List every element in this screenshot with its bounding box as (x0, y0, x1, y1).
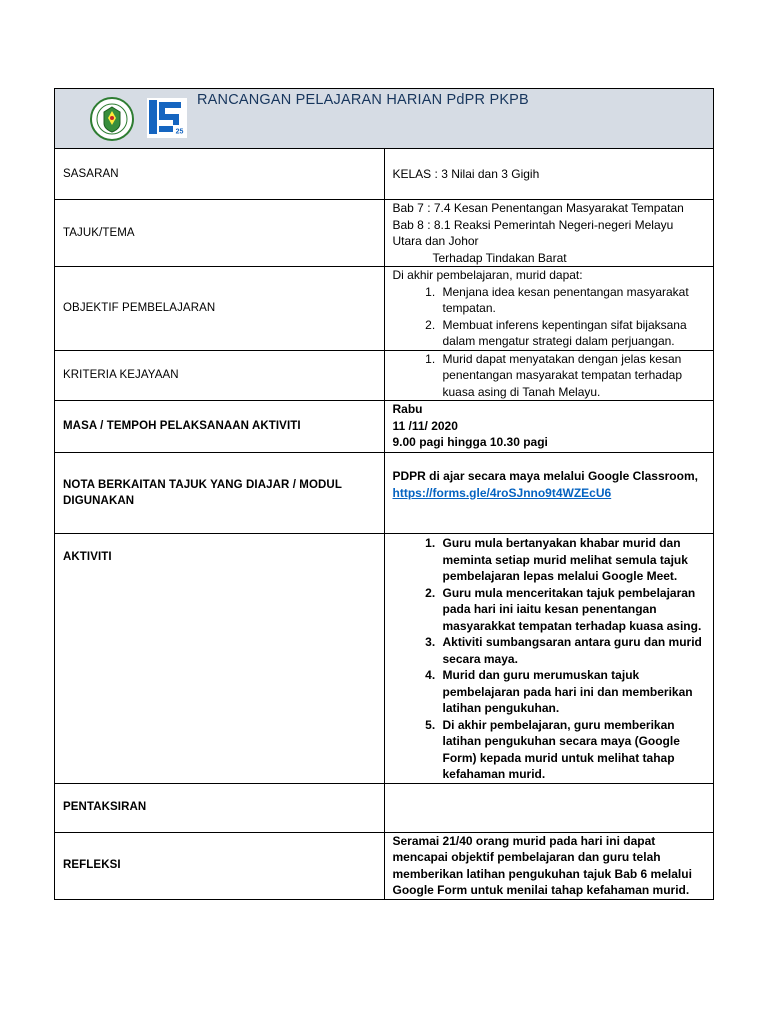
tajuk-value (384, 200, 714, 267)
lesson-plan-table (54, 88, 714, 900)
row-aktiviti (55, 534, 714, 784)
refleksi-value: Seramai 21/40 orang murid pada hari ini dapat mencapai objektif pembelajaran dan guru telah memberikan latihan pengukuhan tajuk Bab 6 melalui Google Form untuk menilai tahap kefahaman murid. (384, 832, 714, 899)
list-item: 4. Murid dan guru merumuskan tajuk pembelajaran pada hari ini dan memberikan latihan pengukuhan. (439, 667, 706, 717)
masa-value (384, 401, 714, 453)
row-refleksi (55, 832, 714, 899)
svg-text:25: 25 (175, 128, 184, 136)
list-item: 1. Menjana idea kesan penentangan masyarakat tempatan. (439, 284, 706, 317)
masa-date: 11 /11/ 2020 (392, 418, 458, 433)
row-masa (55, 401, 714, 453)
row-label: OBJEKTIF PEMBELAJARAN (55, 267, 385, 351)
sasaran-value: KELAS : 3 Nilai dan 3 Gigih (384, 149, 714, 200)
masa-day: Rabu (392, 402, 423, 416)
row-label: REFLEKSI (55, 832, 385, 899)
row-nota (55, 453, 714, 534)
page-title: RANCANGAN PELAJARAN HARIAN PdPR PKPB (197, 92, 529, 108)
school-crest-logo (89, 96, 135, 142)
row-sasaran (55, 149, 714, 200)
row-objektif (55, 267, 714, 351)
row-label: SASARAN (55, 149, 385, 200)
objektif-list (393, 284, 706, 350)
list-item: 3. Aktiviti sumbangsaran antara guru dan murid secara maya. (439, 634, 706, 667)
list-item: 1. Guru mula bertanyakan khabar murid dan meminta setiap murid melihat semula tajuk pembelajaran lepas melalui Google Meet. (439, 535, 706, 585)
nota-value (384, 453, 714, 534)
objektif-intro: Di akhir pembelajaran, murid dapat: (392, 268, 583, 282)
row-pentaksiran (55, 783, 714, 832)
row-tajuk (55, 200, 714, 267)
row-label: AKTIVITI (55, 534, 385, 784)
objektif-value (384, 267, 714, 351)
row-label: NOTA BERKAITAN TAJUK YANG DIAJAR / MODUL DIGUNAKAN (55, 453, 385, 534)
ts25-logo (147, 98, 187, 138)
list-item: 1. Murid dapat menyatakan dengan jelas kesan penentangan masyarakat tempatan terhadap kuasa asing di Tanah Melayu. (439, 351, 706, 401)
row-kriteria (55, 350, 714, 401)
masa-time: 9.00 pagi hingga 10.30 pagi (392, 435, 548, 449)
list-item: 5. Di akhir pembelajaran, guru memberikan latihan pengukuhan secara maya (Google Form) kepada murid untuk melihat tahap kefahaman murid. (439, 717, 706, 783)
list-item: 2. Membuat inferens kepentingan sifat bijaksana dalam mengatur strategi dalam perjuangan. (439, 317, 706, 350)
tajuk-line: Terhadap Tindakan Barat (432, 250, 567, 265)
header-cell (55, 89, 714, 149)
kriteria-list (393, 351, 706, 401)
row-label: PENTAKSIRAN (55, 783, 385, 832)
form-link[interactable]: https://forms.gle/4roSJnno9t4WZEcU6 (392, 485, 612, 500)
tajuk-line: Bab 7 : 7.4 Kesan Penentangan Masyarakat Tempatan (392, 201, 684, 215)
row-label: MASA / TEMPOH PELAKSANAAN AKTIVITI (55, 401, 385, 453)
pentaksiran-value (384, 783, 714, 832)
list-item: 2. Guru mula menceritakan tajuk pembelajaran pada hari ini iaitu kesan penentangan masyarakkat tempatan terhadap kuasa asing. (439, 585, 706, 635)
row-label: TAJUK/TEMA (55, 200, 385, 267)
nota-text: PDPR di ajar secara maya melalui Google Classroom, (392, 469, 698, 483)
row-label: KRITERIA KEJAYAAN (55, 350, 385, 401)
aktiviti-value (384, 534, 714, 784)
tajuk-line: Bab 8 : 8.1 Reaksi Pemerintah Negeri-negeri Melayu Utara dan Johor (392, 217, 674, 248)
kriteria-value (384, 350, 714, 401)
aktiviti-list (393, 535, 706, 783)
